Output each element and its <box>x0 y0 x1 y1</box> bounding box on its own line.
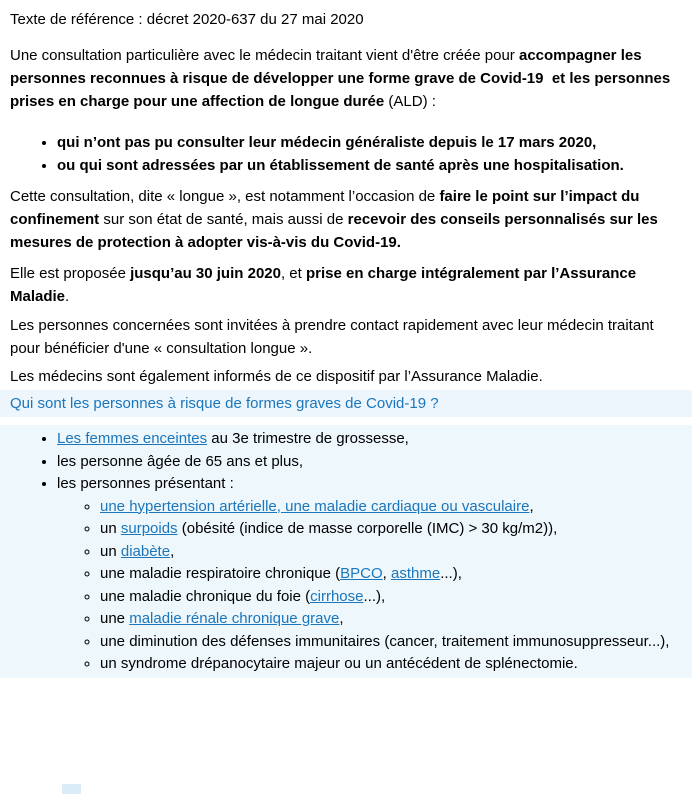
eligibility-list <box>10 131 676 177</box>
text-segment: les personne âgée de 65 ans et plus, <box>57 452 304 470</box>
list-item <box>57 428 676 451</box>
list-item <box>57 131 676 154</box>
inline-link[interactable]: diabète <box>120 542 171 560</box>
list-item <box>100 586 676 609</box>
inline-link[interactable]: une hypertension artérielle, une maladie cardiaque ou vasculaire <box>100 497 530 515</box>
text-segment: une maladie respiratoire chronique ( <box>100 565 341 582</box>
text-segment: au 3e trimestre de grossesse, <box>207 430 409 447</box>
text-segment: sur son état de santé, mais aussi de <box>99 211 348 228</box>
contact-paragraph: Les personnes concernées sont invitées à prendre contact rapidement avec leur médecin traitant pour bénéficier d'une « consultation longue ». <box>10 317 658 357</box>
text-segment: , et <box>280 265 306 282</box>
inline-link[interactable]: maladie rénale chronique grave <box>129 610 340 627</box>
text-segment: jusqu’au 30 juin 2020 <box>130 265 281 282</box>
risk-list <box>10 428 676 676</box>
text-segment: , <box>170 542 175 560</box>
text-segment: Elle est proposée <box>10 265 131 282</box>
text-segment: un syndrome drépanocytaire majeur ou un antécédent de splénectomie. <box>100 655 578 672</box>
text-segment: une maladie chronique du foie ( <box>100 587 311 605</box>
text-segment: ...), <box>363 587 386 605</box>
inline-link[interactable]: surpoids <box>120 520 178 537</box>
text-segment: . <box>65 288 70 305</box>
text-segment: un <box>100 520 121 537</box>
text-segment: recevoir des conseils personnalisés sur les mesures de protection à adopter vis-à-vis du Covid-19. <box>10 211 662 251</box>
inline-link[interactable]: Les femmes enceintes <box>57 430 208 447</box>
text-segment: un <box>100 542 121 560</box>
text-segment: , <box>529 497 534 515</box>
list-item <box>100 496 676 519</box>
text-segment: une diminution des défenses immunitaires (cancer, traitement immunosuppresseur...), <box>100 632 670 650</box>
text-segment: (obésité (indice de masse corporelle (IMC) > 30 kg/m2)), <box>177 520 558 537</box>
text-segment: Cette consultation, dite « longue », est notamment l’occasion de <box>10 188 440 205</box>
list-item <box>100 653 676 676</box>
text-segment: ...), <box>440 565 462 582</box>
text-segment: qui n’ont pas pu consulter leur médecin généraliste depuis le 17 mars 2020, <box>57 134 597 151</box>
doctors-paragraph: Les médecins sont également informés de ce dispositif par l’Assurance Maladie. <box>10 368 543 385</box>
list-item <box>100 518 676 541</box>
list-item <box>100 541 676 564</box>
inline-link[interactable]: BPCO <box>340 565 383 582</box>
inline-link[interactable]: cirrhose <box>310 587 364 605</box>
text-segment: faire le point sur l’impact du confinement <box>10 188 644 228</box>
list-item <box>100 563 676 586</box>
text-segment: une <box>100 610 130 627</box>
reference-line: Texte de référence : décret 2020-637 du 27 mai 2020 <box>10 11 364 28</box>
text-segment: , <box>339 610 344 627</box>
text-segment: accompagner les personnes reconnues à risque de développer une forme grave de Covid-19 et les personnes prises en charge pour une affection de longue durée <box>10 47 675 110</box>
list-item <box>57 473 676 676</box>
list-item <box>57 154 676 177</box>
risk-list-section <box>0 425 692 678</box>
inline-link[interactable]: asthme <box>391 565 441 582</box>
list-item <box>57 451 676 474</box>
text-segment: Une consultation particulière avec le médecin traitant vient d'être créée pour <box>10 47 519 64</box>
text-segment: les personnes présentant : <box>57 475 234 492</box>
coverage-paragraph <box>10 262 676 308</box>
text-segment: prise en charge intégralement par l’Assurance Maladie <box>10 265 641 305</box>
list-item <box>100 631 676 654</box>
sub-list <box>57 496 676 676</box>
risk-heading: Qui sont les personnes à risque de formes graves de Covid-19 ? <box>0 390 692 417</box>
text-segment: (ALD) : <box>384 93 436 110</box>
gutter-highlight <box>62 784 81 794</box>
text-segment: , <box>382 565 391 582</box>
intro-paragraph <box>10 44 676 113</box>
consultation-paragraph <box>10 185 676 254</box>
text-segment: ou qui sont adressées par un établissement de santé après une hospitalisation. <box>57 157 624 174</box>
list-item <box>100 608 676 631</box>
